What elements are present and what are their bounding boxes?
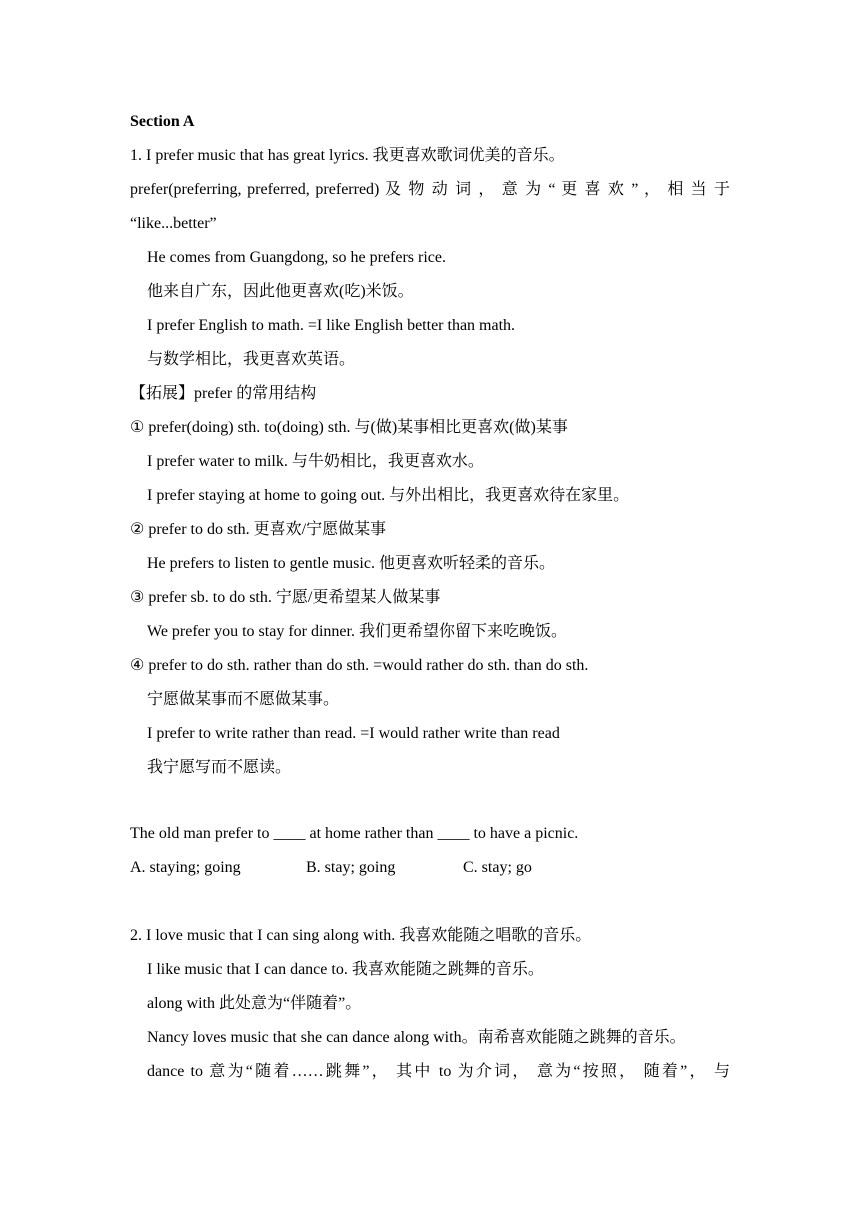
example-sentence: I prefer staying at home to going out. 与外出相比，我更喜欢待在家里。 <box>147 487 630 504</box>
structure-1: ① prefer(doing) sth. to(doing) sth. 与(做)某事相比更喜欢(做)某事 <box>130 419 568 436</box>
example-sentence: He comes from Guangdong, so he prefers rice. <box>147 249 447 266</box>
example-translation: 我宁愿写而不愿读。 <box>147 759 292 776</box>
extension-title: 【拓展】prefer 的常用结构 <box>130 385 317 402</box>
section-title: Section A <box>130 113 195 130</box>
example-sentence: I prefer water to milk. 与牛奶相比，我更喜欢水。 <box>147 453 484 470</box>
structure-2: ② prefer to do sth. 更喜欢/宁愿做某事 <box>130 521 387 538</box>
item1-explanation-line1: prefer(preferring, preferred, preferred) 及 物 动 词 ， 意 为 “ 更 喜 欢 ” ， 相 当 于 <box>130 181 730 198</box>
item1-explanation-line2: “like...better” <box>130 215 217 232</box>
item2-explanation-2: dance to 意为“随着……跳舞”， 其中 to 为介词， 意为“按照， 随着”， 与 <box>147 1063 730 1080</box>
structure-4-translation: 宁愿做某事而不愿做某事。 <box>147 691 340 708</box>
example-translation: 他来自广东，因此他更喜欢(吃)米饭。 <box>147 283 414 300</box>
example-sentence: I like music that I can dance to. 我喜欢能随之跳舞的音乐。 <box>147 961 544 978</box>
item2-heading: 2. I love music that I can sing along with. 我喜欢能随之唱歌的音乐。 <box>130 927 592 944</box>
exercise-option-c: C. stay; go <box>463 859 532 876</box>
structure-3: ③ prefer sb. to do sth. 宁愿/更希望某人做某事 <box>130 589 441 606</box>
example-translation: 与数学相比，我更喜欢英语。 <box>147 351 356 368</box>
item1-heading: 1. I prefer music that has great lyrics. 我更喜欢歌词优美的音乐。 <box>130 147 565 164</box>
exercise-option-b: B. stay; going <box>306 859 396 876</box>
example-sentence: I prefer English to math. =I like English better than math. <box>147 317 516 334</box>
example-sentence: He prefers to listen to gentle music. 他更喜欢听轻柔的音乐。 <box>147 555 555 572</box>
example-sentence: I prefer to write rather than read. =I would rather write than read <box>147 725 560 742</box>
example-sentence: Nancy loves music that she can dance along with。南希喜欢能随之跳舞的音乐。 <box>147 1029 686 1046</box>
item2-explanation: along with 此处意为“伴随着”。 <box>147 995 362 1012</box>
exercise-question: The old man prefer to ____ at home rather than ____ to have a picnic. <box>130 825 579 842</box>
example-sentence: We prefer you to stay for dinner. 我们更希望你留下来吃晚饭。 <box>147 623 567 640</box>
structure-4: ④ prefer to do sth. rather than do sth. =would rather do sth. than do sth. <box>130 657 589 674</box>
exercise-option-a: A. staying; going <box>130 859 241 876</box>
